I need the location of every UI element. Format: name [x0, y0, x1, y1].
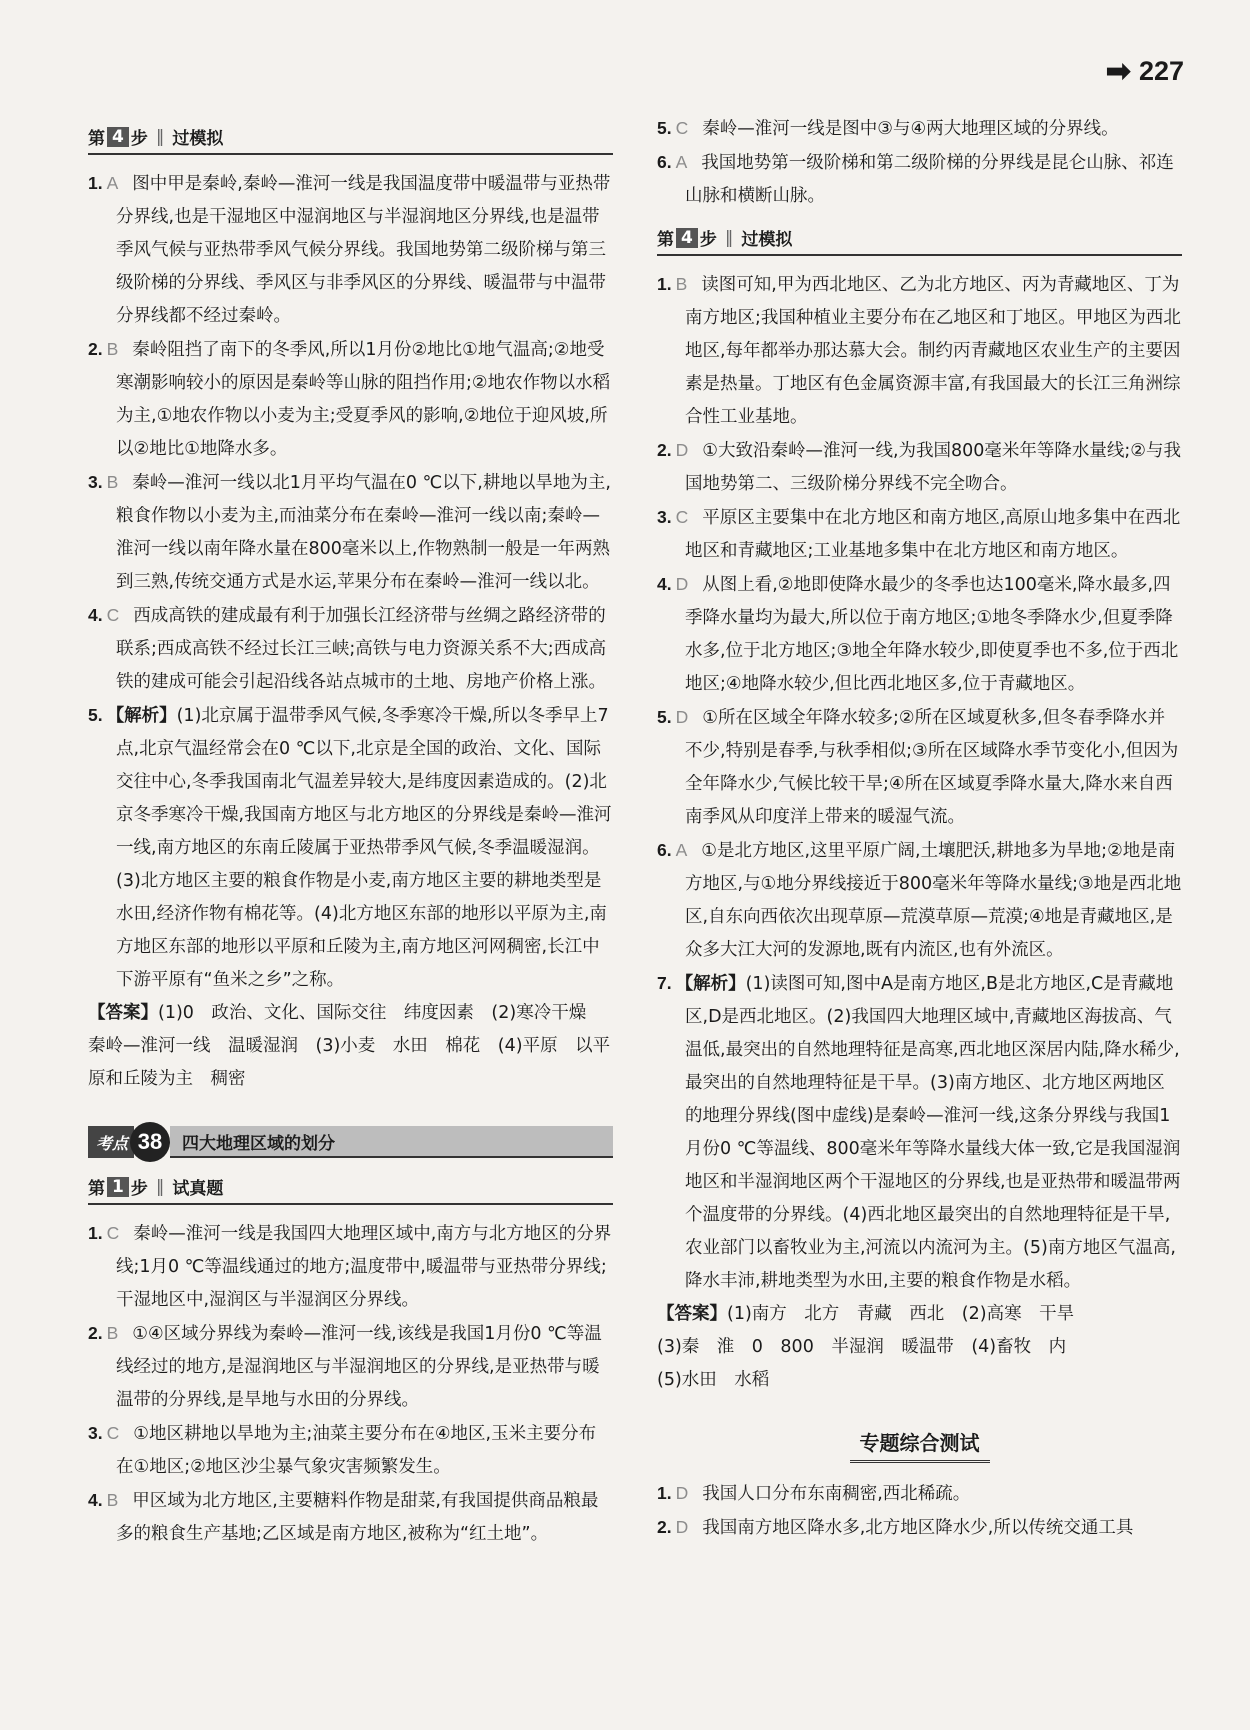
answer-item [657, 146, 1182, 213]
item-number: 2. [88, 1323, 103, 1343]
item-text: (1)读图可知,图中A是南方地区,B是北方地区,C是青藏地区,D是西北地区。(2)我国四大地理区域中,青藏地区海拔高、气温低,最突出的自然地理特征是高寒,西北地区深居内陆,降水稀少,最突出的自然地理特征是干旱。(3)南方地区、北方地区两地区的地理分界线(图中虚线)是秦岭—淮河一线,这条分界线与我国1月份0 ℃等温线、800毫米年等降水量线大体一致,它是我国湿润地区和半湿润地区两个干湿地区的分界线,也是亚热带和暖温带两个温度带的分界线。(4)西北地区最突出的自然地理特征是干旱,农业部门以畜牧业为主,河流以内流河为主。(5)南方地区气温高,降水丰沛,耕地类型为水田,主要的粮食作物是水稻。 [685, 974, 1181, 1291]
answer-line: (5)水田 水稻 [657, 1370, 770, 1390]
answer-item [88, 167, 613, 333]
item-number: 4. [88, 1490, 103, 1510]
item-choice: D [675, 574, 689, 594]
answer-item [657, 501, 1182, 568]
answer-item [657, 1511, 1182, 1545]
kaodian-header [88, 1122, 613, 1162]
item-number: 4. [657, 574, 672, 594]
item-choice: D [675, 440, 689, 460]
answer-line: (1)南方 北方 青藏 西北 (2)高寒 干旱 [727, 1304, 1075, 1324]
item-number: 6. [657, 152, 672, 172]
item-text: 西成高铁的建成最有利于加强长江经济带与丝绸之路经济带的联系;西成高铁不经过长江三峡;高铁与电力资源关系不大;西成高铁的建成可能会引起沿线各站点城市的土地、房地产价格上涨。 [116, 606, 607, 692]
answer-item [88, 1317, 613, 1417]
step-suffix: 步 [130, 129, 148, 149]
step-separator: ‖ [155, 1176, 165, 1197]
item-number: 6. [657, 840, 672, 860]
item-text: 平原区主要集中在北方地区和南方地区,高原山地多集中在西北地区和青藏地区;工业基地多集中在北方地区和南方地区。 [685, 508, 1181, 561]
item-text: 秦岭—淮河一线以北1月平均气温在0 ℃以下,耕地以旱地为主,粮食作物以小麦为主,而油菜分布在秦岭—淮河一线以南;秦岭—淮河一线以南年降水量在800毫米以上,作物熟制一般是一年两熟到三熟,传统交通方式是水运,苹果分布在秦岭—淮河一线以北。 [116, 473, 611, 592]
right-column [657, 112, 1182, 1545]
answer-item [657, 434, 1182, 501]
arrow-right-icon: ➡ [1105, 54, 1131, 88]
answer-block [88, 997, 613, 1096]
item-choice: D [675, 1483, 689, 1503]
answer-item [88, 1484, 613, 1551]
step-title: 试真题 [172, 1179, 224, 1199]
item-number: 1. [657, 274, 672, 294]
item-choice: C [106, 1423, 120, 1443]
step-separator: ‖ [724, 227, 734, 248]
analysis-tag: 【解析】 [675, 974, 746, 994]
item-text: 秦岭—淮河一线是图中③与④两大地理区域的分界线。 [702, 119, 1119, 139]
answer-item [657, 701, 1182, 834]
step-header-1 [88, 1174, 613, 1205]
step-number: 4 [107, 127, 129, 147]
step-prefix: 第 [657, 230, 674, 250]
item-number: 2. [657, 1517, 672, 1537]
page-number [1106, 56, 1184, 87]
kaodian-number: 38 [130, 1122, 170, 1162]
item-text: ①是北方地区,这里平原广阔,土壤肥沃,耕地多为旱地;②地是南方地区,与①地分界线接近于800毫米年等降水量线;③地是西北地区,自东向西依次出现草原—荒漠草原—荒漠;④地是青藏地区,是众多大江大河的发源地,既有内流区,也有外流区。 [685, 841, 1182, 960]
analysis-item [88, 699, 613, 997]
step-header-4 [88, 124, 613, 155]
item-number: 5. [657, 118, 672, 138]
item-number: 5. [657, 707, 672, 727]
item-choice: C [675, 507, 689, 527]
answer-item [88, 1417, 613, 1484]
item-text: ①所在区域全年降水较多;②所在区域夏秋多,但冬春季降水并不少,特别是春季,与秋季相似;③所在区域降水季节变化小,但因为全年降水少,气候比较干旱;④所在区域夏季降水量大,降水来自西南季风从印度洋上带来的暖湿气流。 [685, 708, 1179, 827]
item-text: 我国南方地区降水多,北方地区降水少,所以传统交通工具 [702, 1518, 1134, 1538]
step-title: 过模拟 [172, 129, 224, 149]
item-number: 3. [88, 1423, 103, 1443]
item-number: 1. [88, 173, 103, 193]
step-prefix: 第 [88, 129, 105, 149]
item-text: 甲区域为北方地区,主要糖料作物是甜菜,有我国提供商品粮最多的粮食生产基地;乙区域是南方地区,被称为“红土地”。 [116, 1491, 599, 1544]
item-text: ①大致沿秦岭—淮河一线,为我国800毫米年等降水量线;②与我国地势第二、三级阶梯分界线不完全吻合。 [685, 441, 1181, 494]
item-number: 4. [88, 605, 103, 625]
item-choice: D [675, 707, 689, 727]
section-title [657, 1427, 1182, 1463]
item-number: 2. [657, 440, 672, 460]
item-text: (1)北京属于温带季风气候,冬季寒冷干燥,所以冬季早上7点,北京气温经常会在0 ℃以下,北京是全国的政治、文化、国际交往中心,冬季我国南北气温差异较大,是纬度因素造成的。(2)北京冬季寒冷干燥,我国南方地区与北方地区的分界线是秦岭—淮河一线,南方地区的东南丘陵属于亚热带季风气候,冬季温暖湿润。(3)北方地区主要的粮食作物是小麦,南方地区主要的耕地类型是水田,经济作物有棉花等。(4)北方地区东部的地形以平原为主,南方地区东部的地形以平原和丘陵为主,南方地区河网稠密,长江中下游平原有“鱼米之乡”之称。 [116, 706, 612, 990]
step-suffix: 步 [699, 230, 717, 250]
answer-block [657, 1298, 1182, 1331]
step-title: 过模拟 [741, 230, 793, 250]
item-text: ①地区耕地以旱地为主;油菜主要分布在④地区,玉米主要分布在①地区;②地区沙尘暴气象灾害频繁发生。 [116, 1424, 597, 1477]
step-header-4 [657, 225, 1182, 256]
answer-tag: 【答案】 [88, 1003, 158, 1023]
item-choice: C [106, 1223, 120, 1243]
answer-item [88, 599, 613, 699]
item-number: 3. [657, 507, 672, 527]
item-choice: C [106, 605, 120, 625]
kaodian-title: 四大地理区域的划分 [170, 1126, 613, 1158]
answer-item [88, 1217, 613, 1317]
analysis-tag: 【解析】 [106, 706, 177, 726]
item-choice: B [675, 274, 688, 294]
item-choice: C [675, 118, 689, 138]
answer-item [657, 268, 1182, 434]
item-text: 秦岭—淮河一线是我国四大地理区域中,南方与北方地区的分界线;1月0 ℃等温线通过的地方;温度带中,暖温带与亚热带分界线;干湿地区中,湿润区与半湿润区分界线。 [116, 1224, 612, 1310]
item-text: 图中甲是秦岭,秦岭—淮河一线是我国温度带中暖温带与亚热带分界线,也是干湿地区中湿润地区与半湿润地区分界线,也是温带季风气候与亚热带季风气候分界线。我国地势第二级阶梯与第三级阶梯的分界线、季风区与非季风区的分界线、暖温带与中温带分界线都不经过秦岭。 [116, 174, 611, 326]
answer-line: (3)秦 淮 0 800 半湿润 暖温带 (4)畜牧 内 [657, 1337, 1067, 1357]
item-number: 3. [88, 472, 103, 492]
item-text: 我国地势第一级阶梯和第二级阶梯的分界线是昆仑山脉、祁连山脉和横断山脉。 [685, 153, 1174, 206]
answer-text: (1)0 政治、文化、国际交往 纬度因素 (2)寒冷干燥 秦岭—淮河一线 温暖湿润 (3)小麦 水田 棉花 (4)平原 以平原和丘陵为主 稠密 [88, 1003, 611, 1089]
answer-item [88, 333, 613, 466]
item-choice: B [106, 339, 119, 359]
item-choice: D [675, 1517, 689, 1537]
item-choice: B [106, 1490, 119, 1510]
step-number: 4 [676, 228, 698, 248]
item-choice: B [106, 472, 119, 492]
step-prefix: 第 [88, 1179, 105, 1199]
answer-item [657, 834, 1182, 967]
item-text: 读图可知,甲为西北地区、乙为北方地区、丙为青藏地区、丁为南方地区;我国种植业主要分布在乙地区和丁地区。甲地区为西北地区,每年都举办那达慕大会。制约丙青藏地区农业生产的主要因素是热量。丁地区有色金属资源丰富,有我国最大的长江三角洲综合性工业基地。 [685, 275, 1181, 427]
item-text: 从图上看,②地即使降水最少的冬季也达100毫米,降水最多,四季降水量均为最大,所以位于南方地区;①地冬季降水少,但夏季降水多,位于北方地区;③地全年降水较少,即使夏季也不多,位于西北地区;④地降水较少,但比西北地区多,位于青藏地区。 [685, 575, 1179, 694]
kaodian-badge: 考点 [88, 1126, 134, 1158]
item-number: 1. [88, 1223, 103, 1243]
item-text: 我国人口分布东南稠密,西北稀疏。 [702, 1484, 971, 1504]
item-choice: A [106, 173, 119, 193]
step-number: 1 [107, 1177, 129, 1197]
item-number: 5. [88, 705, 103, 725]
section-title-text: 专题综合测试 [850, 1427, 990, 1463]
item-text: 秦岭阻挡了南下的冬季风,所以1月份②地比①地气温高;②地受寒潮影响较小的原因是秦岭等山脉的阻挡作用;②地农作物以水稻为主,①地农作物以小麦为主;受夏季风的影响,②地位于迎风坡,所以②地比①地降水多。 [116, 340, 611, 459]
step-suffix: 步 [130, 1179, 148, 1199]
item-choice: A [675, 840, 688, 860]
answer-tag: 【答案】 [657, 1304, 727, 1324]
item-number: 7. [657, 973, 672, 993]
answer-item [657, 568, 1182, 701]
answer-item [657, 1477, 1182, 1511]
item-number: 2. [88, 339, 103, 359]
item-choice: B [106, 1323, 119, 1343]
item-number: 1. [657, 1483, 672, 1503]
page-number-text: 227 [1138, 56, 1184, 86]
step-separator: ‖ [155, 126, 165, 147]
left-column [88, 112, 613, 1551]
answer-item [88, 466, 613, 599]
analysis-item [657, 967, 1182, 1298]
item-choice: A [675, 152, 688, 172]
answer-item [657, 112, 1182, 146]
item-text: ①④区域分界线为秦岭—淮河一线,该线是我国1月份0 ℃等温线经过的地方,是湿润地区与半湿润地区的分界线,是亚热带与暖温带的分界线,是旱地与水田的分界线。 [116, 1324, 602, 1410]
